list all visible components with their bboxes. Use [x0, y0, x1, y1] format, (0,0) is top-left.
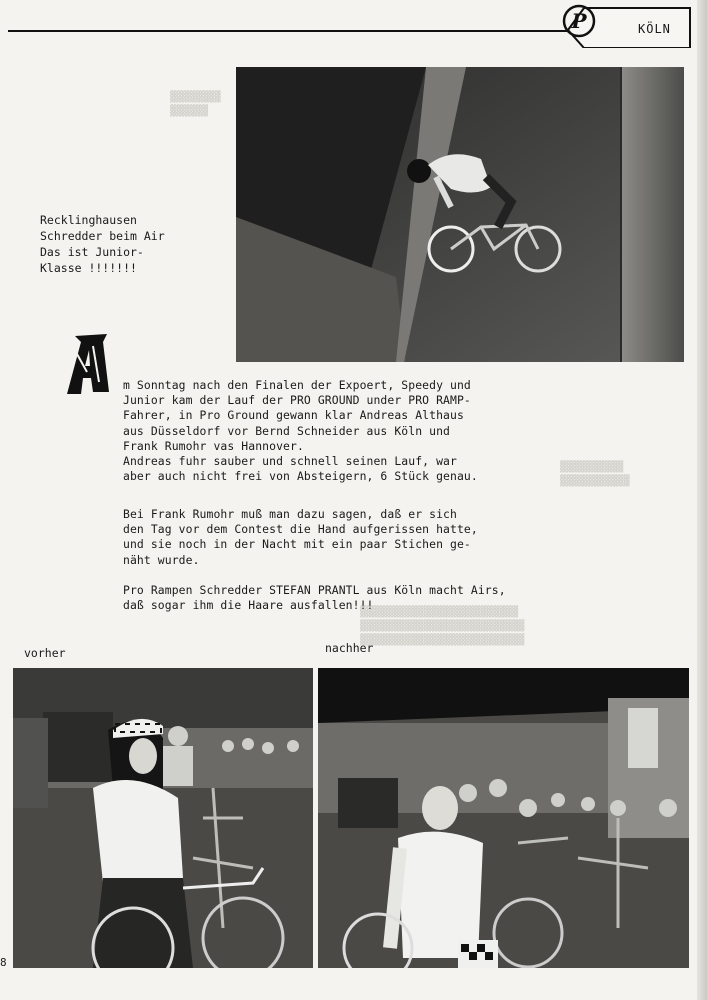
section-city-label: KÖLN	[638, 22, 671, 36]
body-paragraph: m Sonntag nach den Finalen der Expoert, Speedy und Junior kam der Lauf der PRO GROUND under PRO RAMP- Fahrer, in Pro Ground gewann klar Andreas Althaus aus Düsseldorf vor Bernd Schneider aus Köln und Frank Rumohr vas Hannover. Andreas fuhr sauber und schnell seinen Lauf, war aber auch nicht frei von Absteigern, 6 Stück genau.	[123, 378, 478, 484]
page-number: 8	[0, 956, 7, 969]
magazine-logo-icon	[562, 4, 596, 38]
photo-caption: Recklinghausen Schredder beim Air Das ist Junior- Klasse !!!!!!!	[40, 213, 165, 275]
page-edge	[697, 0, 707, 1000]
svg-text:P: P	[571, 9, 587, 33]
photo-label-before: vorher	[24, 646, 66, 660]
bleed-through-decoration: ▓▓▓▓▓▓▓▓▓▓ ▓▓▓▓▓▓▓▓▓▓▓	[560, 461, 630, 487]
bleed-through-decoration: ▓▓▓▓▓▓▓▓▓▓▓▓▓▓▓▓▓▓▓▓▓▓▓▓▓ ▓▓▓▓▓▓▓▓▓▓▓▓▓▓▓▓▓▓▓▓▓▓▓▓▓▓ ▓▓▓▓▓▓▓▓▓▓▓▓▓▓▓▓▓▓▓▓▓▓▓▓▓▓	[360, 606, 525, 646]
header-rule	[8, 30, 568, 32]
drop-cap-letter	[63, 332, 113, 398]
photo-after	[318, 668, 689, 968]
photo-label-after: nachher	[325, 641, 374, 655]
body-paragraph: Pro Rampen Schredder STEFAN PRANTL aus Köln macht Airs, daß sogar ihm die Haare ausfallen!!!	[123, 583, 506, 613]
body-paragraph: Bei Frank Rumohr muß man dazu sagen, daß er sich den Tag vor dem Contest die Hand aufgerissen hatte, und sie noch in der Nacht mit ein paar Stichen ge- näht wurde.	[123, 507, 478, 567]
photo-rider-air	[236, 67, 684, 362]
bleed-through-decoration: ▓▓▓▓▓▓▓▓ ▓▓▓▓▓▓	[170, 91, 221, 117]
section-badge	[562, 4, 692, 48]
photo-before	[13, 668, 313, 968]
